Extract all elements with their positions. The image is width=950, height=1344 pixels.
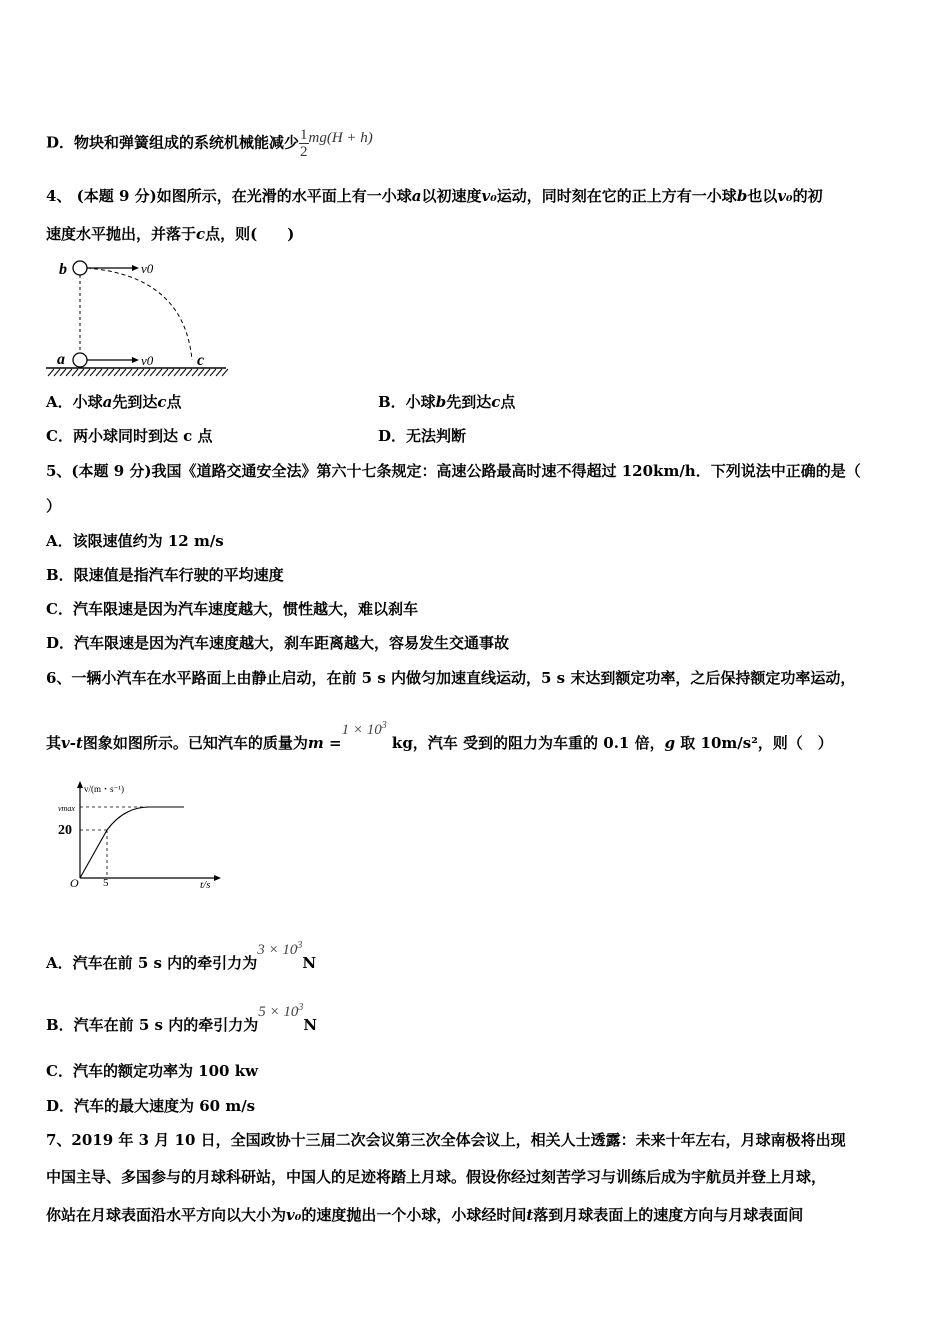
- y-axis-label: v/(m・s⁻¹): [84, 784, 124, 794]
- label-a: a: [57, 351, 65, 368]
- x-arrow-icon: [214, 875, 221, 881]
- vt-graph: [54, 780, 224, 892]
- q6-stem-line1: 6、一辆小汽车在水平路面上由静止启动，在前 5 s 内做匀加速直线运动，5 s 末达到额定功率，之后保持额定功率运动，: [46, 669, 856, 687]
- arrow-bottom-icon: [132, 357, 139, 363]
- mg-expression: mg(H + h): [308, 129, 373, 146]
- ground-hatch: [198, 369, 204, 376]
- force-value-b: $5 \times 10^3$: [258, 1002, 304, 1020]
- q4-option-b[interactable]: B．小球b先到达c点: [378, 393, 516, 411]
- arrow-top-icon: [132, 265, 139, 271]
- ground-hatch: [54, 369, 60, 376]
- label-v0-top: v0: [141, 261, 154, 276]
- ground-hatch: [126, 369, 132, 376]
- ground-hatch: [204, 369, 210, 376]
- trajectory: [87, 268, 192, 360]
- ground-hatch: [132, 369, 138, 376]
- q7-stem-line1: 7、2019 年 3 月 10 日，全国政协十三届二次会议第三次全体会议上，相关人士透露：未来十年左右，月球南极将出现: [46, 1131, 846, 1149]
- accel-segment: [80, 830, 107, 878]
- ground-hatch: [216, 369, 222, 376]
- q4-option-a[interactable]: A．小球a先到达c点: [46, 393, 182, 411]
- projectile-figure: [44, 256, 230, 380]
- x5-label: 5: [103, 877, 109, 889]
- half-fraction: $\frac{1}{2}$: [300, 127, 308, 160]
- ground-hatch: [180, 369, 186, 376]
- q6-option-b[interactable]: B．汽车在前 5 s 内的牵引力为$5 \times 10^3N$: [46, 1002, 318, 1034]
- ground-hatch: [150, 369, 156, 376]
- y-arrow-icon: [77, 781, 83, 788]
- ground-hatch: [96, 369, 102, 376]
- q6-stem-line2: 其v-t图象如图所示。已知汽车的质量为$m =1 \times 10^3$ kg，汽车 受到的阻力为车重的 0.1 倍，g 取 10m/s²，则（ ）: [46, 720, 833, 752]
- ball-b: [73, 261, 87, 275]
- ground-hatch: [108, 369, 114, 376]
- ground-hatch: [222, 369, 228, 376]
- q5-option-d[interactable]: D．汽车限速是因为汽车速度越大，刹车距离越大，容易发生交通事故: [46, 634, 510, 652]
- q4-stem-line1: 4、 (本题 9 分)如图所示，在光滑的水平面上有一小球a以初速度v₀运动，同时刻在它的正上方有一小球b也以v₀的初: [46, 187, 823, 205]
- q5-option-c[interactable]: C．汽车限速是因为汽车速度越大，惯性越大，难以刹车: [46, 600, 418, 618]
- ground-hatch: [144, 369, 150, 376]
- x-axis-label: t/s: [200, 879, 211, 891]
- ground-hatch: [162, 369, 168, 376]
- q7-stem-line2: 中国主导、多国参与的月球科研站，中国人的足迹将踏上月球。假设你经过刻苦学习与训练后成为宇航员并登上月球，: [46, 1168, 827, 1186]
- q5-stem-line1: 5、(本题 9 分)我国《道路交通安全法》第六十七条规定：高速公路最高时速不得超过 120km/h．下列说法中正确的是（: [46, 462, 861, 480]
- ground-hatch: [210, 369, 216, 376]
- label-b: b: [59, 261, 67, 278]
- ground-hatch: [156, 369, 162, 376]
- q4-option-d[interactable]: D．无法判断: [378, 427, 467, 445]
- q4-option-c[interactable]: C．两小球同时到达 c 点: [46, 427, 213, 445]
- power-curve: [107, 807, 184, 830]
- ground-hatch: [186, 369, 192, 376]
- ground-hatch: [192, 369, 198, 376]
- label-20: 20: [58, 823, 72, 838]
- force-value-a: $3 \times 10^3$: [257, 940, 303, 958]
- q5-option-a[interactable]: A．该限速值约为 12 m/s: [46, 532, 224, 550]
- q3-option-d[interactable]: D．物块和弹簧组成的系统机械能减少 $\frac{1}{2}$ mg(H + h): [46, 127, 373, 160]
- ground-hatch: [114, 369, 120, 376]
- q6-option-c[interactable]: C．汽车的额定功率为 100 kw: [46, 1062, 259, 1080]
- ground-hatch: [60, 369, 66, 376]
- q6-option-a[interactable]: A．汽车在前 5 s 内的牵引力为$3 \times 10^3N$: [46, 940, 317, 972]
- ground-hatch: [174, 369, 180, 376]
- label-v0-bottom: v0: [141, 353, 154, 368]
- origin-label: O: [70, 876, 79, 890]
- ground-hatch: [78, 369, 84, 376]
- mass-value: $1 \times 10^3$: [341, 720, 387, 738]
- ball-a: [73, 353, 87, 367]
- q7-stem-line3: 你站在月球表面沿水平方向以大小为v₀的速度抛出一个小球，小球经时间t落到月球表面上的速度方向与月球表面间: [46, 1206, 804, 1224]
- ground-hatch: [168, 369, 174, 376]
- ground-hatch: [90, 369, 96, 376]
- ground-hatch: [66, 369, 72, 376]
- ground-hatch: [72, 369, 78, 376]
- ground-hatch: [138, 369, 144, 376]
- ground-hatch: [102, 369, 108, 376]
- vmax-label: vmax: [58, 804, 75, 813]
- q5-stem-line2: ）: [46, 497, 62, 515]
- ground-hatch: [48, 369, 54, 376]
- q6-option-d[interactable]: D．汽车的最大速度为 60 m/s: [46, 1097, 256, 1115]
- q5-option-b[interactable]: B．限速值是指汽车行驶的平均速度: [46, 566, 284, 584]
- q4-stem-line2: 速度水平抛出，并落于c点，则( ): [46, 225, 295, 243]
- label-c: c: [197, 352, 205, 369]
- ground-hatch: [120, 369, 126, 376]
- ground-hatch: [84, 369, 90, 376]
